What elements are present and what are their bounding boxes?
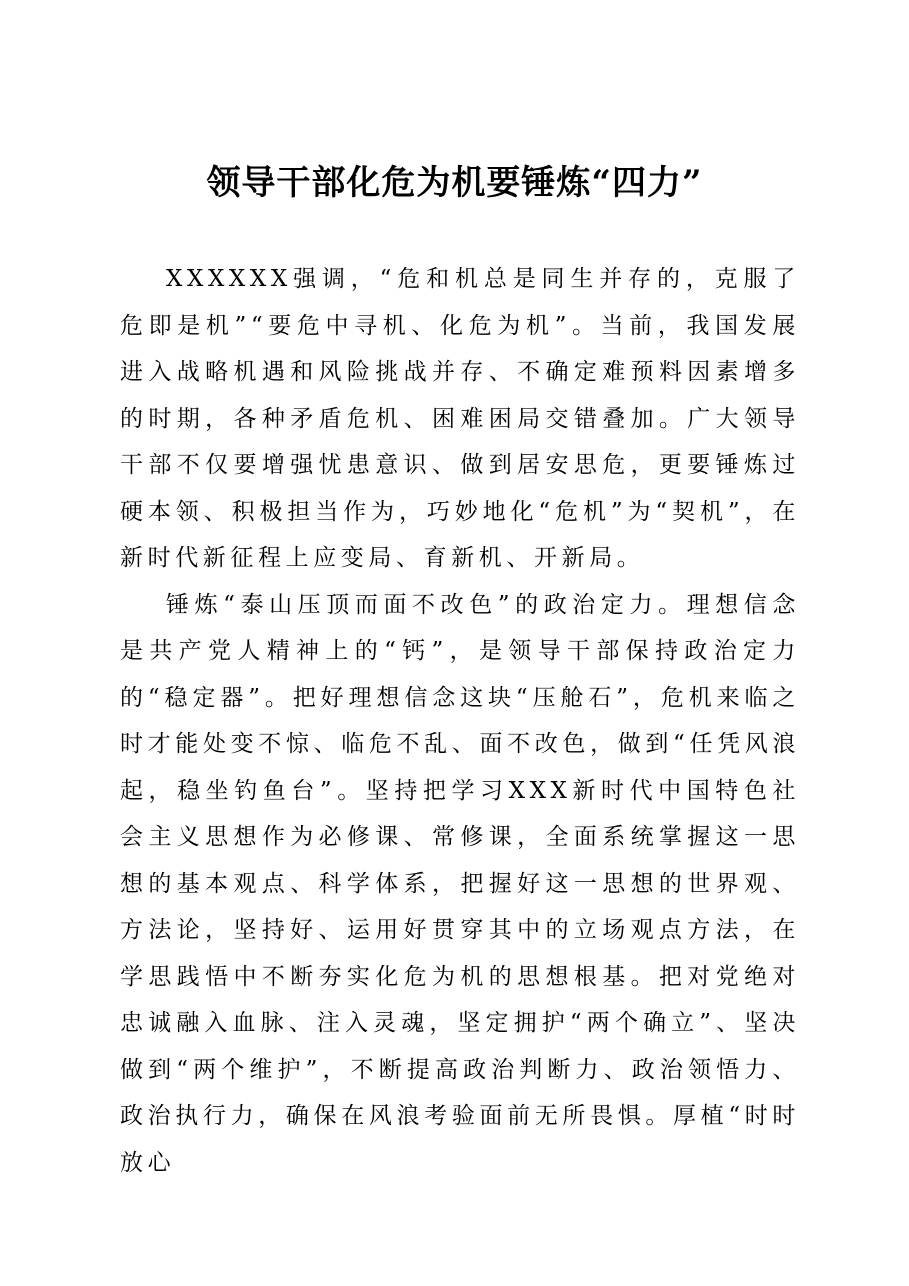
document-body	[120, 256, 800, 1186]
document-title: 领导干部化危为机要锤炼“四力”	[206, 163, 703, 203]
body-paragraph-2: 锤炼“泰山压顶而面不改色”的政治定力。理想信念是共产党人精神上的“钙”，是领导干部保持政治定力的“稳定器”。把好理想信念这块“压舱石”，危机来临之时才能处变不惊、临危不乱、面不改色，做到“任凭风浪起，稳坐钓鱼台”。坚持把学习XXX新时代中国特色社会主义思想作为必修课、常修课，全面系统掌握这一思想的基本观点、科学体系，把握好这一思想的世界观、方法论，坚持好、运用好贯穿其中的立场观点方法，在学思践悟中不断夯实化危为机的思想根基。把对党绝对忠诚融入血脉、注入灵魂，坚定拥护“两个确立”、坚决做到“两个维护”，不断提高政治判断力、政治领悟力、政治执行力，确保在风浪考验面前无所畏惧。厚植“时时放心	[120, 591, 800, 1176]
body-paragraph-1: XXXXXX强调，“危和机总是同生并存的，克服了危即是机”“要危中寻机、化危为机”。当前，我国发展进入战略机遇和风险挑战并存、不确定难预料因素增多的时期，各种矛盾危机、困难困局交错叠加。广大领导干部不仅要增强忧患意识、做到居安思危，更要锤炼过硬本领、积极担当作为，巧妙地化“危机”为“契机”，在新时代新征程上应变局、育新机、开新局。	[120, 266, 800, 571]
